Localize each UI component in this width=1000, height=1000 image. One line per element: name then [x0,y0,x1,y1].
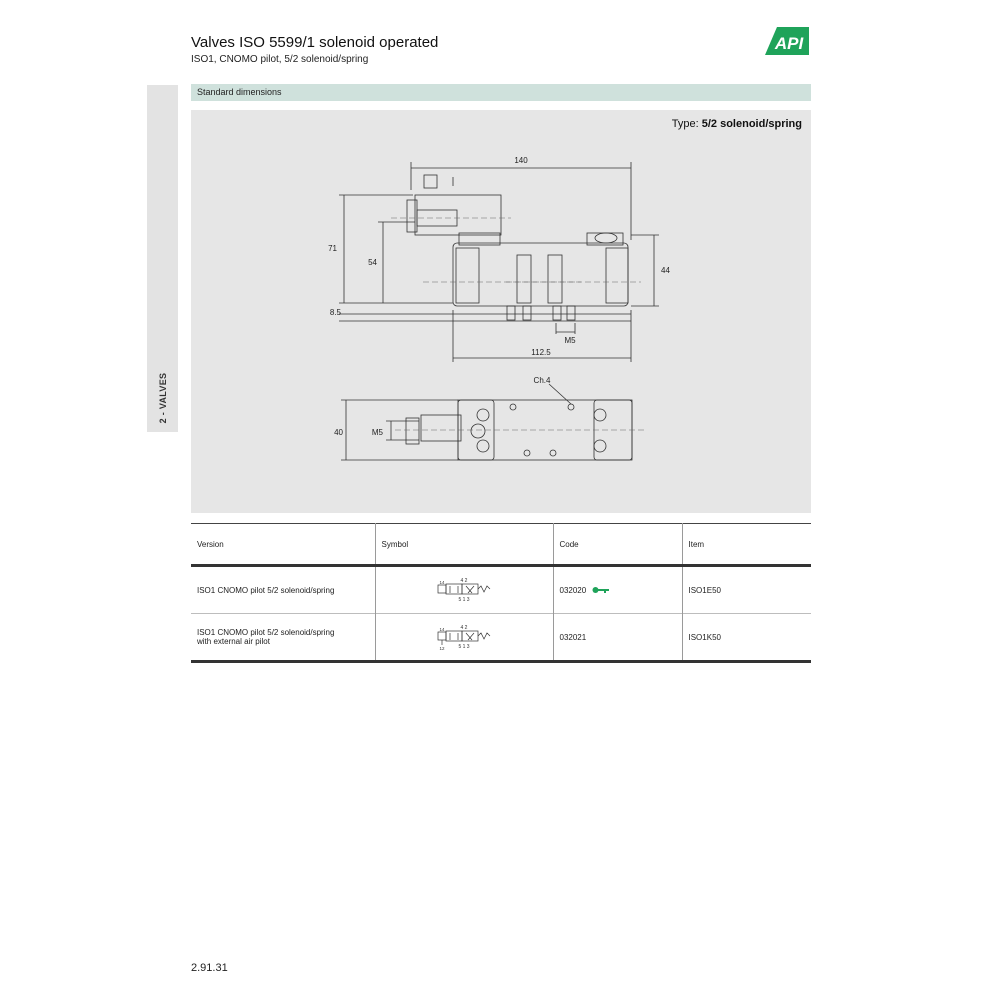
valve-version-table [191,523,811,663]
code-cell [553,566,682,614]
dim-base-offset: 8.5 [329,308,341,317]
table-row [191,566,811,614]
code-value: 032020 [559,585,587,595]
technical-drawing-panel [191,110,811,513]
dim-body-height: 44 [661,266,670,275]
section-header [191,84,811,101]
header-code: Code [553,524,682,566]
type-value: 5/2 solenoid/spring [701,118,802,130]
api-logo [763,25,811,59]
table-header-row [191,524,811,566]
dim-chamfer: Ch.4 [533,376,551,385]
symbol-label-bottom: 5 1 3 [458,597,470,603]
section-title: Standard dimensions [197,87,282,97]
header-item: Item [682,524,811,566]
valve-5-2-solenoid-spring-symbol [434,576,494,604]
symbol-cell [375,614,553,662]
page-number: 2.91.31 [191,962,228,974]
key-icon [592,586,610,594]
code-cell: 032021 [553,614,682,662]
version-cell [191,566,375,614]
header-symbol: Symbol [375,524,553,566]
dim-width: 40 [334,428,343,437]
symbol-label-bottom: 5 1 3 [458,644,470,650]
symbol-label-pilot: 14 [439,627,445,632]
dim-port-thread-front: M5 [564,336,576,345]
valve-5-2-solenoid-spring-external-pilot-symbol [434,623,494,651]
svg-text:API: API [774,34,804,53]
symbol-cell [375,566,553,614]
item-cell: ISO1K50 [682,614,811,662]
symbol-label-top: 4 2 [460,625,468,631]
dim-height-71: 71 [328,244,337,253]
page-subtitle: ISO1, CNOMO pilot, 5/2 solenoid/spring [191,54,369,65]
version-line: ISO1 CNOMO pilot 5/2 solenoid/spring [197,585,335,595]
valve-dimension-drawing [191,110,811,513]
dim-port-spacing: 112.5 [531,348,551,357]
version-line: ISO1 CNOMO pilot 5/2 solenoid/spring [197,628,335,637]
item-cell: ISO1E50 [682,566,811,614]
type-prefix: Type: [671,118,699,130]
dim-height-54: 54 [368,258,377,267]
version-line: with external air pilot [197,637,270,646]
side-tab-label: 2 - VALVES [158,372,168,424]
page-title: Valves ISO 5599/1 solenoid operated [191,34,439,51]
table-row [191,614,811,662]
symbol-label-top: 4 2 [460,578,468,584]
symbol-label-external: 12 [439,646,445,651]
dim-port-thread-top: M5 [371,428,383,437]
version-cell [191,614,375,662]
dim-overall-length: 140 [514,156,528,165]
header-version: Version [197,539,224,549]
symbol-label-pilot: 14 [439,580,445,585]
